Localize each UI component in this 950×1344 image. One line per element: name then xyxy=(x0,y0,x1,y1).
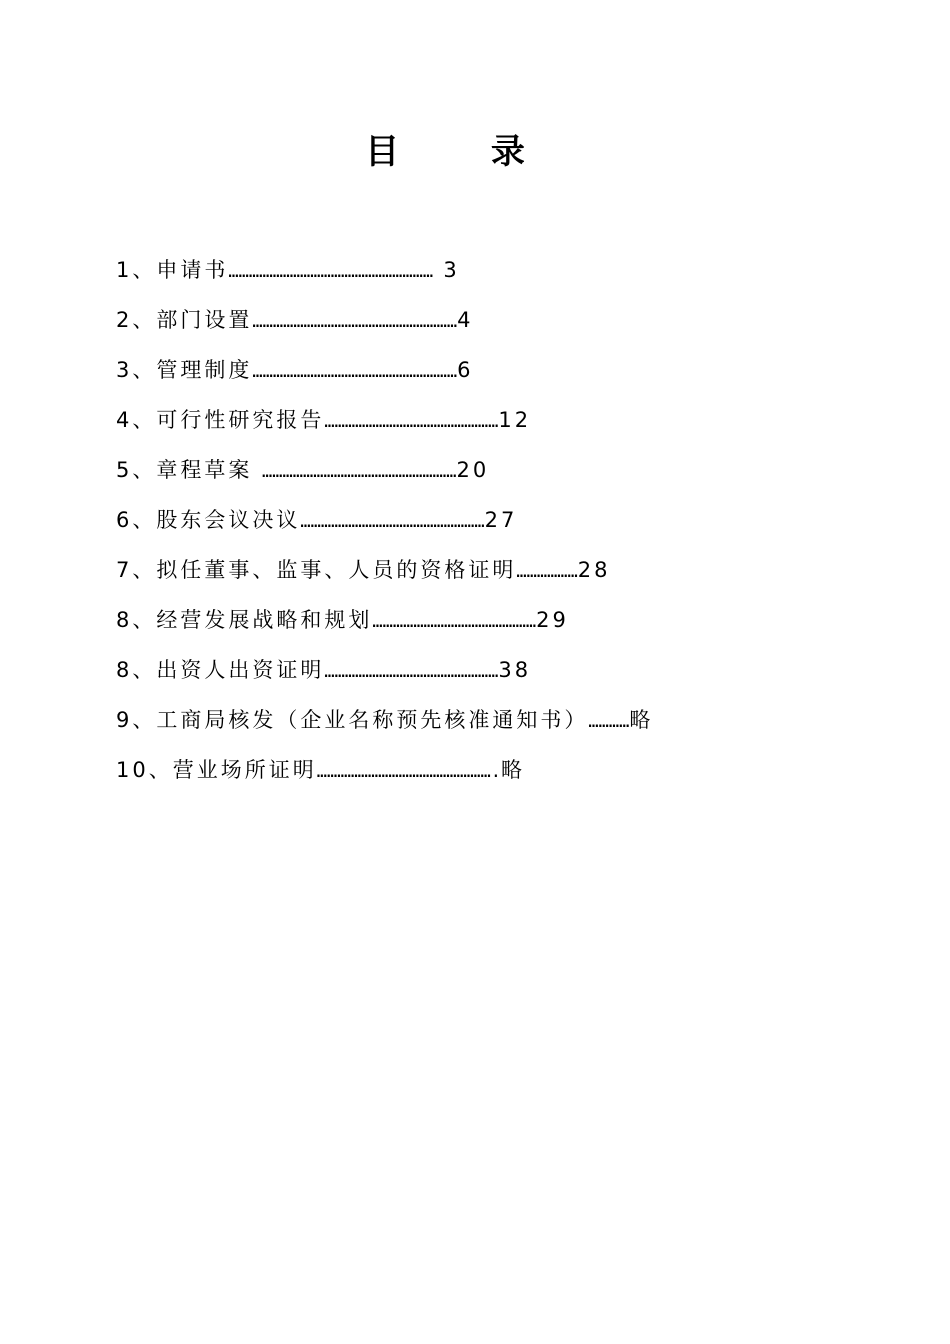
toc-page-number: 4 xyxy=(457,308,474,332)
toc-entry xyxy=(116,450,756,500)
toc-entry-label: 2、部门设置 xyxy=(116,308,253,332)
toc-page-number: 20 xyxy=(456,458,490,482)
toc-entry-label: 4、可行性研究报告 xyxy=(116,408,325,432)
toc-page-number: 略 xyxy=(500,758,525,782)
table-of-contents xyxy=(116,250,756,800)
toc-leader-dots: …………………………………………… xyxy=(324,412,499,432)
toc-entry-label: 5、章程草案 xyxy=(116,458,263,482)
toc-entry-label: 8、经营发展战略和规划 xyxy=(116,608,373,632)
toc-leader-dots: …………………………………………………… xyxy=(252,312,458,332)
toc-entry-label: 10、营业场所证明 xyxy=(116,758,317,782)
toc-leader-dots: …………………………………………………… xyxy=(228,262,444,282)
toc-leader-dots: ………… xyxy=(588,712,630,732)
toc-page-number: 28 xyxy=(577,558,611,582)
toc-entry-label: 9、工商局核发（企业名称预先核准通知书） xyxy=(116,708,589,732)
toc-leader-dots: ………………………………………………… xyxy=(262,462,457,482)
toc-page-number: 12 xyxy=(498,408,532,432)
toc-page-number: 27 xyxy=(484,508,518,532)
toc-entry xyxy=(116,550,756,600)
toc-leader-dots: ……………………………………………… xyxy=(300,512,485,532)
toc-entry xyxy=(116,700,756,750)
toc-page-number: 38 xyxy=(498,658,532,682)
toc-entry xyxy=(116,750,756,800)
toc-leader-dots: …………………………………………… xyxy=(324,662,499,682)
toc-leader-dots: …………………………………………………… xyxy=(252,362,458,382)
toc-page-number: 29 xyxy=(536,608,569,632)
toc-entry xyxy=(116,300,756,350)
toc-page-number: 6 xyxy=(457,358,474,382)
toc-entry xyxy=(116,400,756,450)
toc-entry-label: 8、出资人出资证明 xyxy=(116,658,325,682)
toc-page-number: 3 xyxy=(443,258,460,282)
toc-entry xyxy=(116,650,756,700)
toc-page-number: 略 xyxy=(629,708,654,732)
toc-entry-label: 7、拟任董事、监事、人员的资格证明 xyxy=(116,558,517,582)
toc-leader-dots: ………………………………………… xyxy=(372,612,537,632)
toc-entry xyxy=(116,350,756,400)
toc-entry xyxy=(116,500,756,550)
document-title: 目 录 xyxy=(365,132,565,172)
toc-entry-label: 1、申请书 xyxy=(116,258,229,282)
toc-entry-label: 3、管理制度 xyxy=(116,358,253,382)
toc-leader-dots: ……………… xyxy=(516,562,578,582)
toc-leader-dots: ……………………………………………. xyxy=(316,762,501,782)
toc-entry-label: 6、股东会议决议 xyxy=(116,508,301,532)
toc-entry xyxy=(116,250,756,300)
toc-entry xyxy=(116,600,756,650)
